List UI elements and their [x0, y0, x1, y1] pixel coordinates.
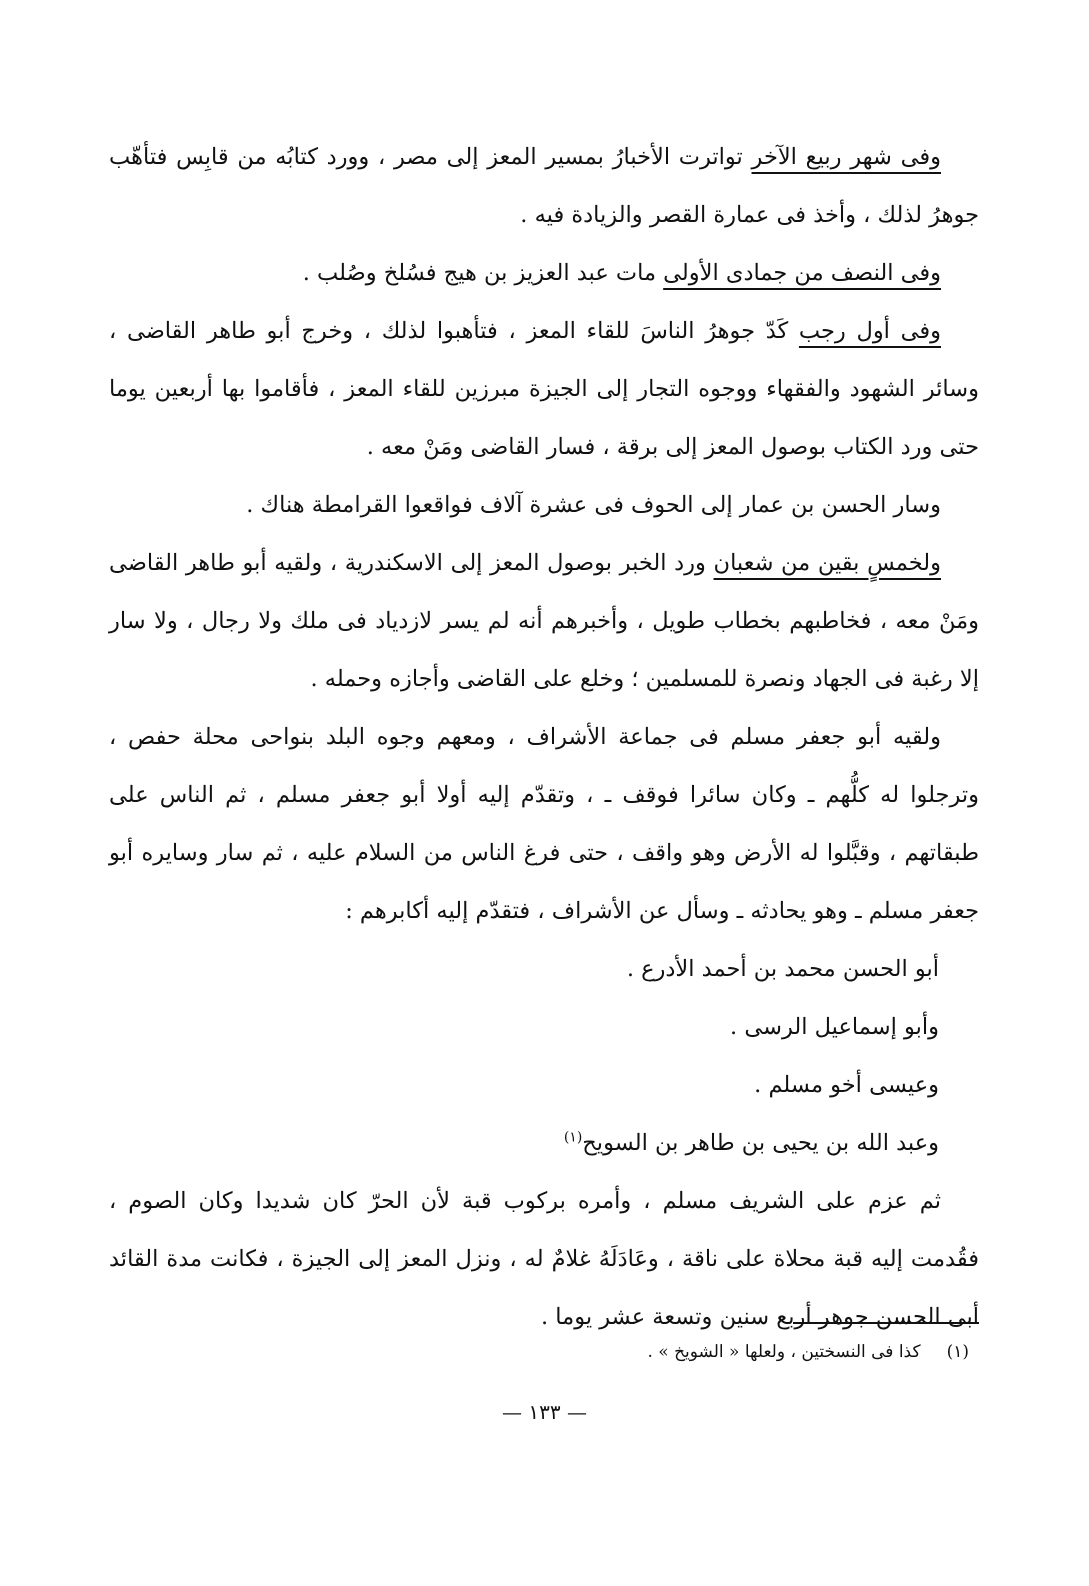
paragraph-abu-jafar — [109, 708, 979, 940]
page-body — [109, 128, 979, 1346]
paragraph-text: ورد الخبر بوصول المعز إلى الاسكندرية ، ولقيه أبو طاهر القاضى ومَنْ معه ، فخاطبهم بخطاب طويل ، وأخبرهم أنه لم يسر لازدياد فى ملك ولا رجال ، ولا سار إلا رغبة فى الجهاد ونصرة للمسلمين ؛ وخلع على القاضى وأجازه وحمله . — [109, 550, 979, 692]
paragraph-hawf — [109, 476, 979, 534]
page-number: — ١٣٣ — — [502, 1400, 587, 1424]
paragraph-text: مات عبد العزيز بن هيج فسُلخ وصُلب . — [302, 260, 664, 286]
date-heading: وفى أول رجب — [798, 318, 941, 344]
paragraph-text: وسار الحسن بن عمار إلى الحوف فى عشرة آلاف فواقعوا القرامطة هناك . — [246, 492, 941, 518]
paragraph-shaban — [109, 534, 979, 708]
notable-name: وعيسى أخو مسلم . — [754, 1072, 939, 1098]
paragraph-text: كَدّ جوهرُ الناسَ للقاء المعز ، فتأهبوا لذلك ، وخرج أبو طاهر القاضى ، وسائر الشهود والفقهاء ووجوه التجار إلى الجيزة مبرزين للقاء المعز ، فأقاموا بها أربعين يوما حتى ورد الكتاب بوصول المعز إلى برقة ، فسار القاضى ومَنْ معه . — [109, 318, 979, 460]
paragraph-closing: ثم عزم على الشريف مسلم ، وأمره بركوب قبة لأن الحرّ كان شديدا وكان الصوم ، فقُدمت إليه قبة محلاة على ناقة ، وعَادَلَهُ غلامٌ له ، ونزل المعز إلى الجيزة ، فكانت مدة القائد أبى الحسن جوهر أربع سنين وتسعة عشر يوما . — [109, 1188, 979, 1330]
date-heading: وفى النصف من جمادى الأولى — [663, 260, 941, 286]
footnote — [109, 1336, 969, 1368]
paragraph-text: تواترت الأخبارُ بمسير المعز إلى مصر ، وورد كتابُه من قابِس فتأهّب جوهرُ لذلك ، وأخذ فى عمارة القصر والزيادة فيه . — [109, 144, 979, 228]
notable-name — [109, 1114, 979, 1172]
footnote-divider — [793, 1322, 979, 1324]
notable-name-text: وعبد الله بن يحيى بن طاهر بن السويح — [582, 1130, 939, 1156]
date-heading: وفى شهر ربيع الآخر — [751, 144, 941, 170]
notable-name: وأبو إسماعيل الرسى . — [730, 1014, 939, 1040]
footnote-text: كذا فى النسختين ، ولعلها « الشويخ » . — [647, 1342, 921, 1362]
paragraph-jumada-al-ula — [109, 244, 979, 302]
notable-name: أبو الحسن محمد بن أحمد الأدرع . — [626, 956, 939, 982]
footnote-reference: (١) — [563, 1129, 583, 1146]
paragraph-text: ولقيه أبو جعفر مسلم فى جماعة الأشراف ، ومعهم وجوه البلد بنواحى محلة حفص ، وترجلوا له كلُّهم ـ وكان سائرا فوقف ـ ، وتقدّم إليه أولا أبو جعفر مسلم ، ثم الناس على طبقاتهم ، وقبَّلوا له الأرض وهو واقف ، حتى فرغ الناس من السلام عليه ، ثم سار وسايره أبو جعفر مسلم ـ وهو يحادثه ـ وسأل عن الأشراف ، فتقدّم إليه أكابرهم : — [109, 724, 979, 924]
paragraph-rajab — [109, 302, 979, 476]
date-heading: ولخمسٍ بقين من شعبان — [713, 550, 942, 576]
footnote-number: (١) — [946, 1342, 969, 1362]
paragraph-rabi-al-akhir — [109, 128, 979, 244]
